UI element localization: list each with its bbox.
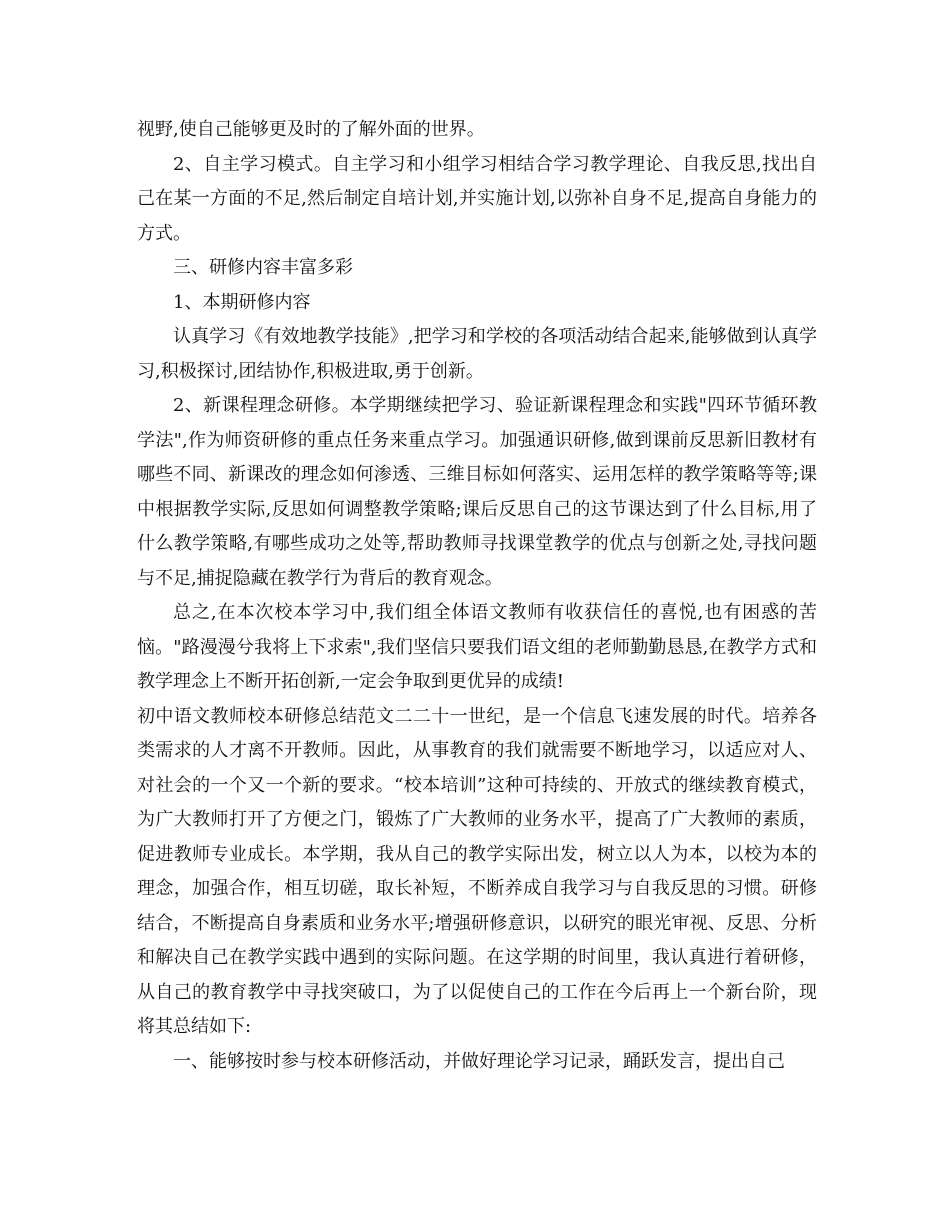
section-two-block	[137, 700, 817, 1045]
section-two-title: 初中语文教师校本研修总结范文二	[137, 705, 413, 727]
paragraph-self-study-mode: 2、自主学习模式。自主学习和小组学习相结合学习教学理论、自我反思,找出自己在某一方面的不足,然后制定自培计划,并实施计划,以弥补自身不足,提高自身能力的方式。	[137, 153, 817, 244]
paragraph-conclusion: 总之,在本次校本学习中,我们组全体语文教师有收获信任的喜悦,也有困惑的苦恼。"路漫漫兮我将上下求索",我们坚信只要我们语文组的老师勤勤恳恳,在教学方式和教学理念上不断开拓创新,一定会争取到更优异的成绩!	[137, 602, 817, 692]
paragraph-continuation: 视野,使自己能够更及时的了解外面的世界。	[137, 119, 485, 140]
paragraph-new-curriculum: 2、新课程理念研修。本学期继续把学习、验证新课程理念和实践"四环节循环教学法",作为师资研修的重点任务来重点学习。加强通识研修,做到课前反思新旧教材有哪些不同、新课改的理念如何渗透、三维目标如何落实、运用怎样的教学策略等等;课中根据教学实际,反思如何调整教学策略;课后反思自己的这节课达到了什么目标,用了什么教学策略,有哪些成功之处等,帮助教师寻找课堂教学的优点与创新之处,寻找问题与不足,捕捉隐藏在教学行为背后的教育观念。	[137, 395, 817, 589]
section-two-intro: 二十一世纪，是一个信息飞速发展的时代。培养各类需求的人才离不开教师。因此，从事教育的我们就需要不断地学习，以适应对人、对社会的一个又一个新的要求。“校本培训”这种可持续的、开放式的继续教育模式，为广大教师打开了方便之门，锻炼了广大教师的业务水平，提高了广大教师的素质，促进教师专业成长。本学期，我从自己的教学实际出发，树立以人为本，以校为本的理念，加强合作，相互切磋，取长补短，不断养成自我学习与自我反思的习惯。研修结合，不断提高自身素质和业务水平;增强研修意识，以研究的眼光审视、反思、分析和解决自己在教学实践中遇到的实际问题。在这学期的时间里，我认真进行着研修，从自己的教育教学中寻找突破口，为了以促使自己的工作在今后再上一个新台阶，现将其总结如下:	[137, 705, 818, 1037]
paragraph-last: 一、能够按时参与校本研修活动，并做好理论学习记录，踊跃发言，提出自己	[173, 1050, 785, 1072]
section-heading-research-content: 三、研修内容丰富多彩	[173, 257, 353, 278]
document-body	[137, 113, 817, 1079]
paragraph-teaching-skills: 认真学习《有效地教学技能》,把学习和学校的各项活动结合起来,能够做到认真学习,积极探讨,团结协作,积极进取,勇于创新。	[137, 326, 817, 382]
subheading-current-research: 1、本期研修内容	[173, 291, 311, 313]
